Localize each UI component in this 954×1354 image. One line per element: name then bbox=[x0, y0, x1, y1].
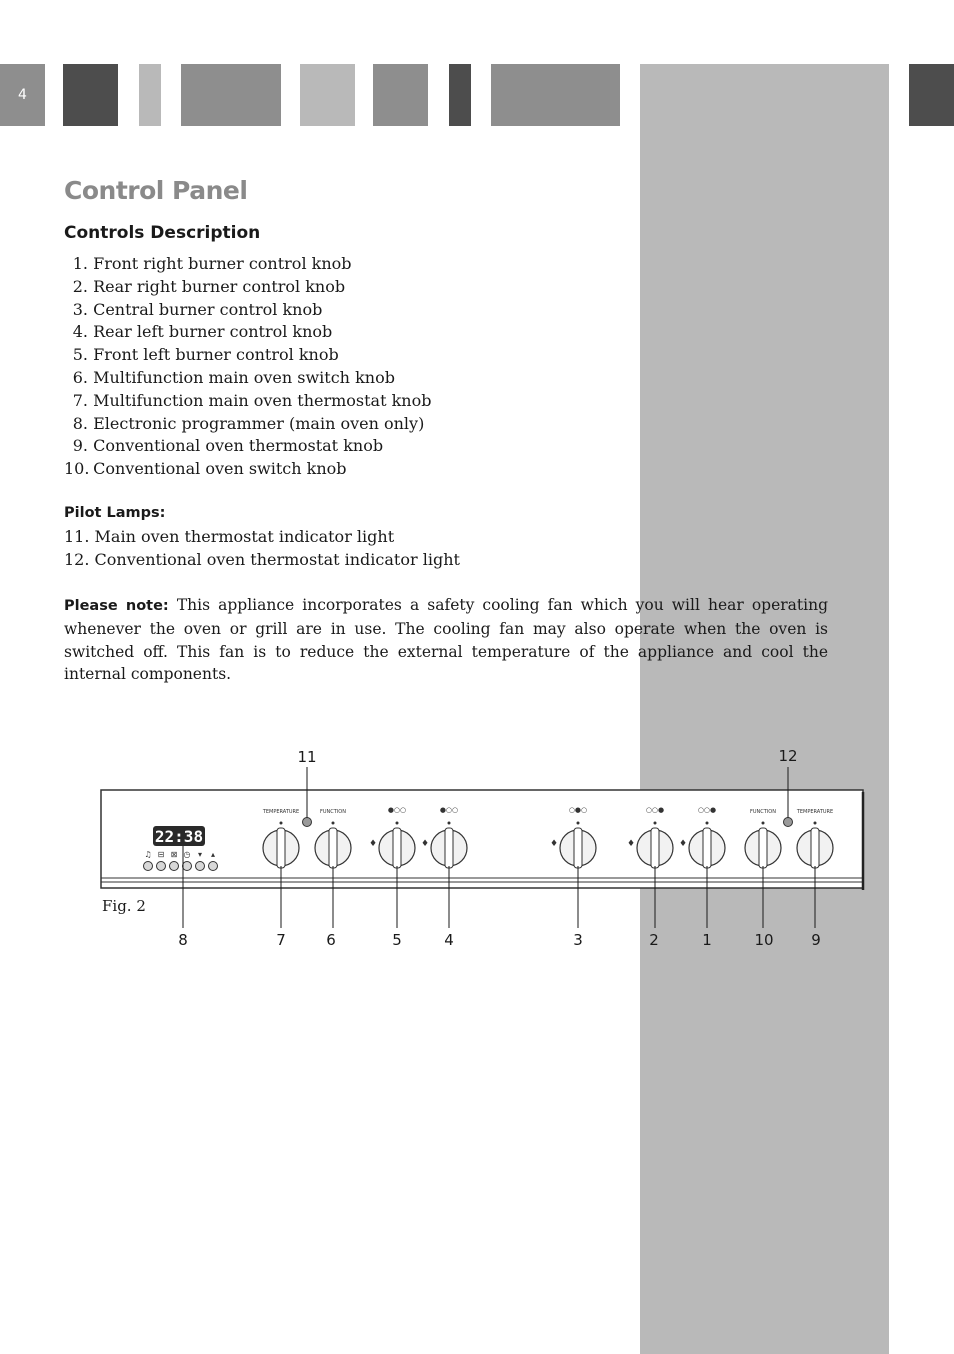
header-block bbox=[449, 64, 471, 126]
burner-position-icon: ●○○ bbox=[387, 806, 407, 814]
callout-number: 9 bbox=[811, 931, 821, 949]
list-item: 7. Multifunction main oven thermostat knob bbox=[72, 390, 432, 410]
list-item: 2. Rear right burner control knob bbox=[72, 276, 346, 296]
figure-caption: Fig. 2 bbox=[102, 897, 146, 915]
grey-sidebar-band bbox=[640, 64, 889, 1354]
temperature-label: TEMPERATURE bbox=[796, 809, 834, 815]
burner-position-icon: ○○● bbox=[645, 806, 665, 814]
programmer-button bbox=[144, 862, 153, 871]
flame-icon: ♦ bbox=[626, 839, 636, 849]
note-text: This appliance incorporates a safety cooling fan which you will hear operating whenever the oven or grill are in use. The cooling fan may also operate when the oven is switched off. This fan is to reduce the external temperature of the appliance and cool the internal components. bbox=[64, 596, 829, 684]
function-label: FUNCTION bbox=[320, 809, 346, 815]
header-block bbox=[373, 64, 428, 126]
list-item: 3. Central burner control knob bbox=[72, 299, 323, 319]
callout-number: 7 bbox=[276, 931, 286, 949]
list-item: 1. Front right burner control knob bbox=[72, 254, 352, 273]
callout-number: 8 bbox=[178, 931, 188, 949]
callout-number: 1 bbox=[702, 931, 712, 949]
list-item: 6. Multifunction main oven switch knob bbox=[72, 367, 395, 387]
callout-number: 6 bbox=[326, 931, 336, 949]
control-panel-figure bbox=[0, 740, 954, 960]
page-title: Control Panel bbox=[64, 176, 248, 205]
burner-position-icon: ●○○ bbox=[439, 806, 459, 814]
callout-number: 4 bbox=[444, 931, 454, 949]
duration-icon: ⊟ bbox=[157, 850, 165, 859]
header-block bbox=[300, 64, 355, 126]
pilot-lamps-heading: Pilot Lamps: bbox=[64, 505, 166, 521]
section-subtitle: Controls Description bbox=[64, 223, 261, 243]
header-block bbox=[181, 64, 281, 126]
plus-icon: ▴ bbox=[210, 850, 216, 859]
list-item: 12. Conventional oven thermostat indicator light bbox=[64, 549, 460, 569]
list-item: 8. Electronic programmer (main oven only) bbox=[72, 413, 425, 433]
header-block bbox=[909, 64, 954, 126]
controls-list bbox=[64, 253, 431, 481]
list-item: 9. Conventional oven thermostat knob bbox=[72, 436, 384, 456]
programmer-button bbox=[157, 862, 166, 871]
list-item: 5. Front left burner control knob bbox=[72, 345, 339, 365]
pilot-lamps-list bbox=[64, 526, 460, 572]
callout-number: 10 bbox=[754, 931, 774, 949]
clock-icon: ◷ bbox=[183, 850, 191, 859]
programmer-button bbox=[196, 862, 205, 871]
function-label: FUNCTION bbox=[750, 809, 776, 815]
pilot-lamp-11 bbox=[303, 818, 312, 827]
flame-icon: ♦ bbox=[678, 839, 688, 849]
page-number: 4 bbox=[0, 64, 45, 126]
callout-number: 3 bbox=[573, 931, 583, 949]
callout-number: 5 bbox=[392, 931, 402, 949]
flame-icon: ♦ bbox=[420, 839, 430, 849]
callout-number: 11 bbox=[297, 748, 317, 766]
pilot-lamp-12 bbox=[784, 818, 793, 827]
end-time-icon: ⊠ bbox=[170, 850, 178, 859]
burner-position-icon: ○●○ bbox=[568, 806, 588, 814]
header-block bbox=[63, 64, 118, 126]
list-item: 4. Rear left burner control knob bbox=[72, 322, 333, 342]
list-item: 10. Conventional oven switch knob bbox=[64, 459, 347, 479]
display-time: 22:38 bbox=[154, 827, 204, 846]
burner-position-icon: ○○● bbox=[697, 806, 717, 814]
callout-number: 2 bbox=[649, 931, 659, 949]
list-item: 11. Main oven thermostat indicator light bbox=[64, 527, 395, 546]
bell-icon: ♫ bbox=[144, 850, 152, 859]
programmer-button bbox=[209, 862, 218, 871]
minus-icon: ▾ bbox=[197, 850, 203, 859]
flame-icon: ♦ bbox=[368, 839, 378, 849]
header-block bbox=[139, 64, 161, 126]
programmer-button bbox=[183, 862, 192, 871]
header-block bbox=[491, 64, 620, 126]
temperature-label: TEMPERATURE bbox=[262, 809, 300, 815]
callout-number: 12 bbox=[778, 747, 798, 765]
flame-icon: ♦ bbox=[549, 839, 559, 849]
programmer-button bbox=[170, 862, 179, 871]
safety-note bbox=[64, 594, 828, 686]
note-label: Please note: bbox=[64, 598, 169, 614]
